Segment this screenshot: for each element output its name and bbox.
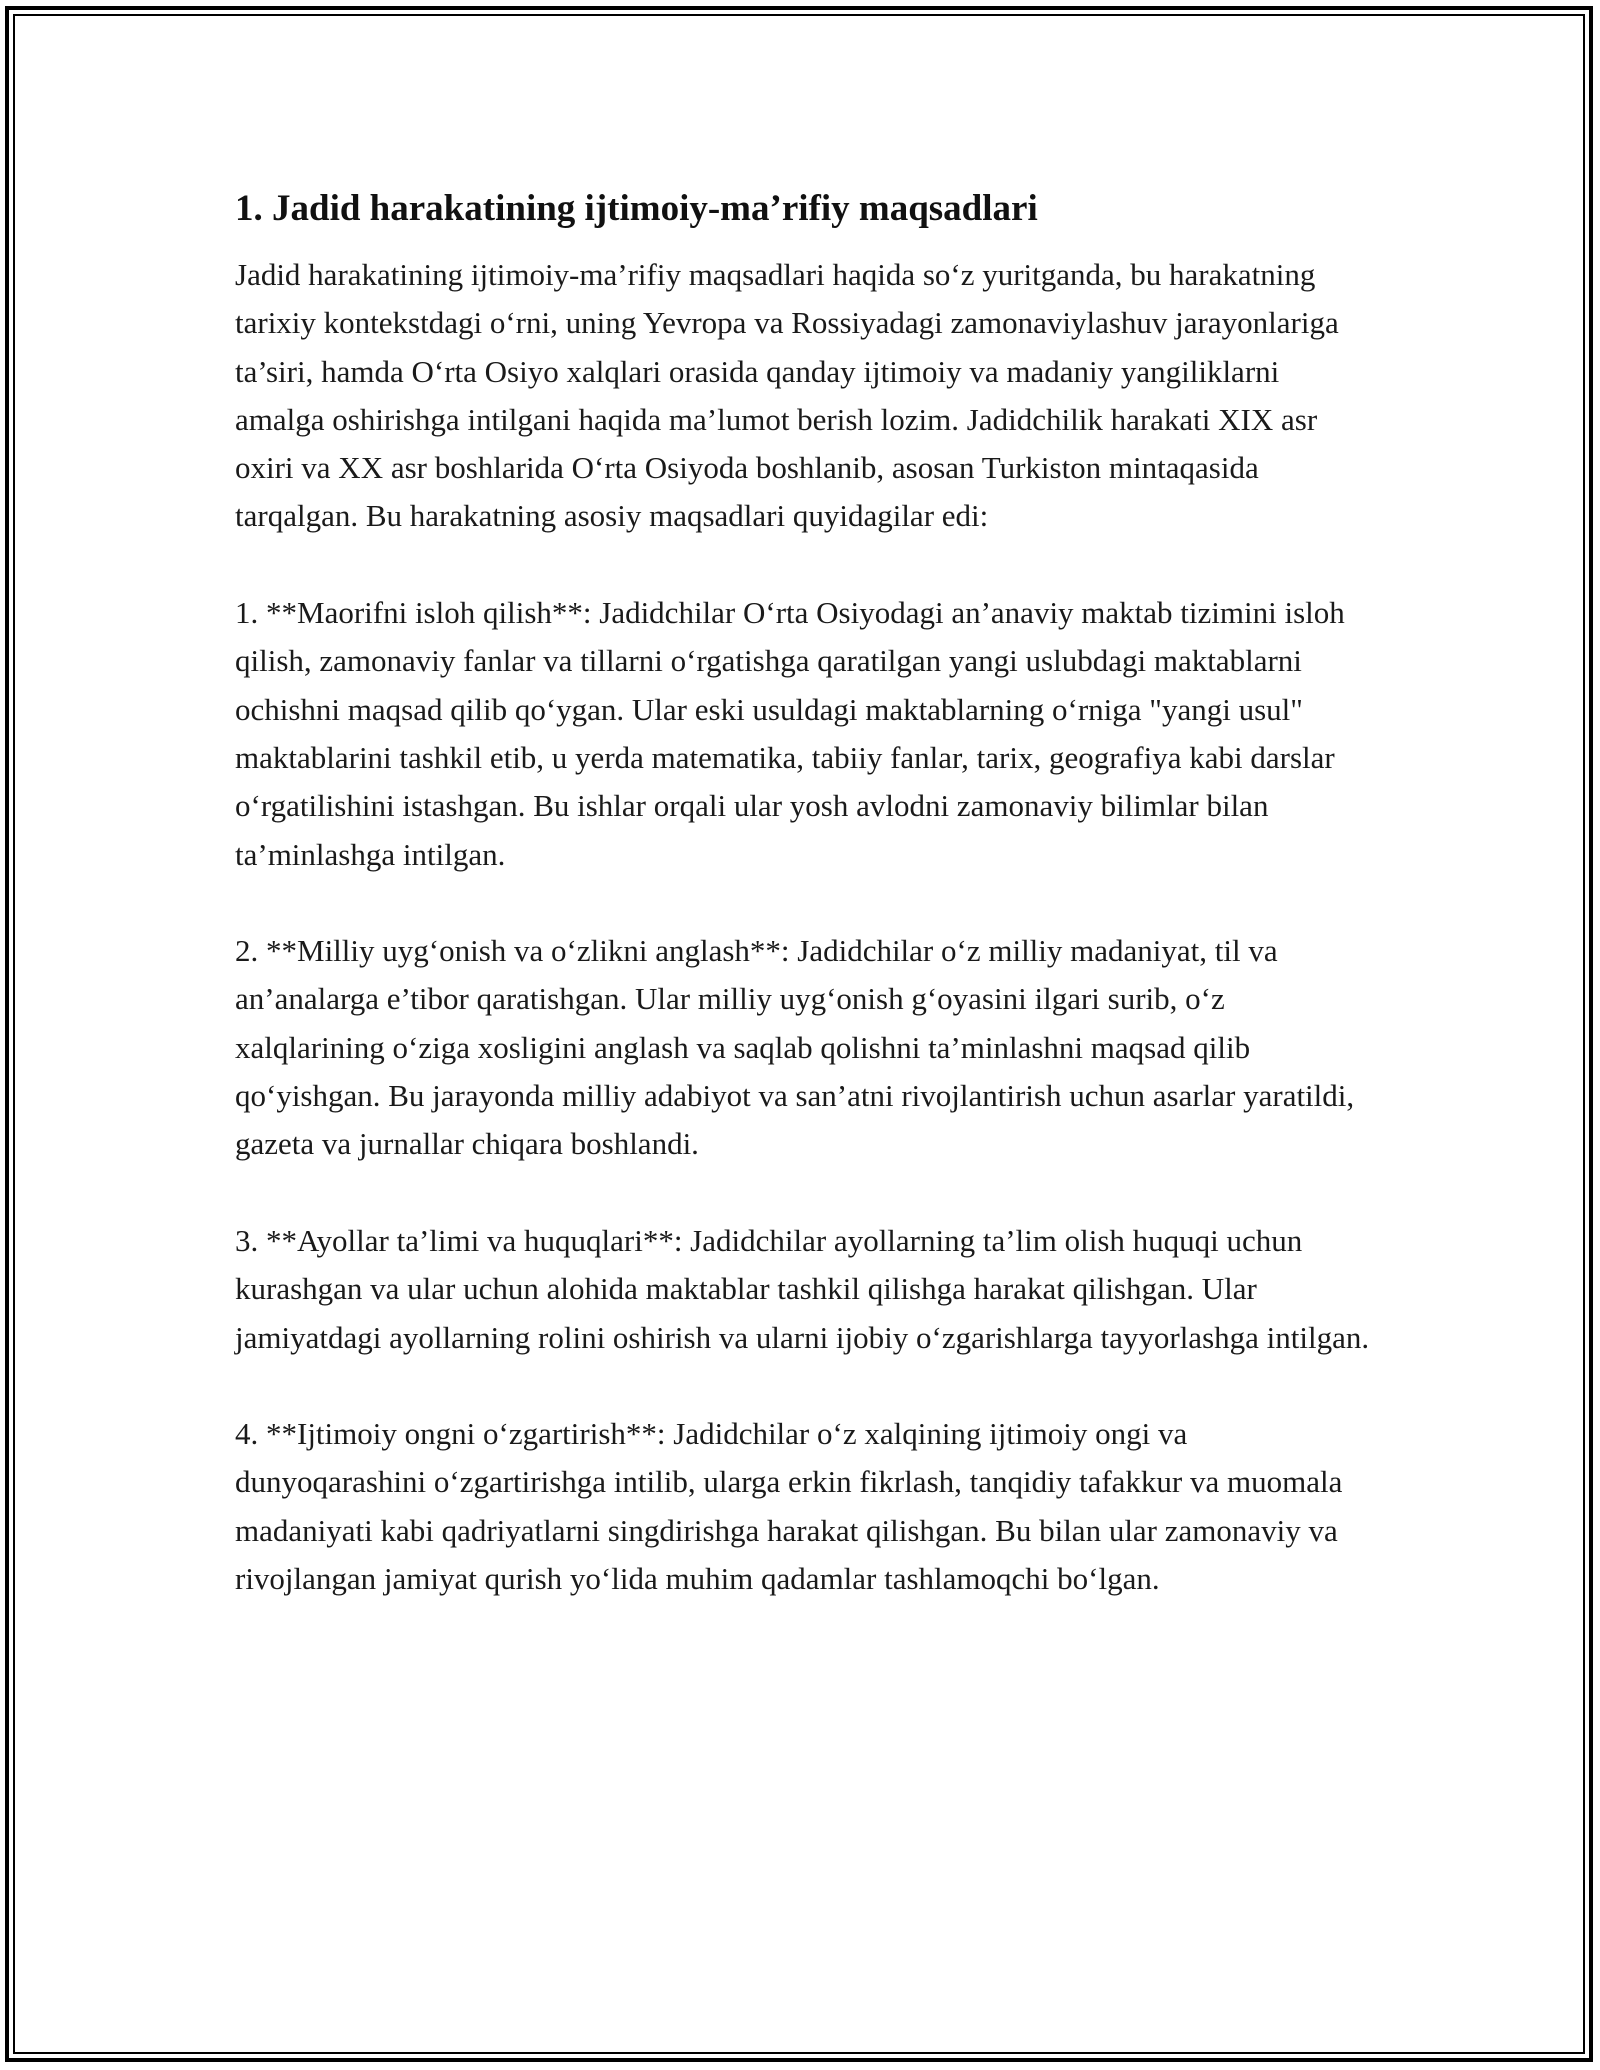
intro-paragraph: Jadid harakatining ijtimoiy-ma’rifiy maqsadlari haqida so‘z yuritganda, bu harakatning tarixiy kontekstdagi o‘rni, uning Yevropa va Rossiyadagi zamonaviylashuv jarayonlariga ta’siri, hamda O‘rta Osiyo xalqlari orasida qanday ijtimoiy va madaniy yangiliklarni amalga oshirishga intilgani haqida ma’lumot berish lozim. Jadidchilik harakati XIX asr oxiri va XX asr boshlarida O‘rta Osiyoda boshlanib, asosan Turkiston mintaqasida tarqalgan. Bu harakatning asosiy maqsadlari quyidagilar edi: (235, 257, 1339, 534)
list-item-maorif: 1. **Maorifni isloh qilish**: Jadidchilar O‘rta Osiyodagi an’anaviy maktab tizimini isloh qilish, zamonaviy fanlar va tillarni o‘rgatishga qaratilgan yangi uslubdagi maktablarni ochishni maqsad qilib qo‘ygan. Ular eski usuldagi maktablarning o‘rniga "yangi usul" maktablarini tashkil etib, u yerda matematika, tabiiy fanlar, tarix, geografiya kabi darslar o‘rgatilishini istashgan. Bu ishlar orqali ular yosh avlodni zamonaviy bilimlar bilan ta’minlashga intilgan. (235, 595, 1345, 872)
document-title: 1. Jadid harakatining ijtimoiy-ma’rifiy maqsadlari (235, 188, 1038, 229)
document-body (235, 185, 1375, 1652)
list-item-ayollar-talimi: 3. **Ayollar ta’limi va huquqlari**: Jadidchilar ayollarning ta’lim olish huquqi uchun kurashgan va ular uchun alohida maktablar tashkil qilishga harakat qilishgan. Ular jamiyatdagi ayollarning rolini oshirish va ularni ijobiy o‘zgarishlarga tayyorlashga intilgan. (235, 1222, 1370, 1355)
list-item-milliy-uygonish: 2. **Milliy uyg‘onish va o‘zlikni anglash**: Jadidchilar o‘z milliy madaniyat, til va an’analarga e’tibor qaratishgan. Ular milliy uyg‘onish g‘oyasini ilgari surib, o‘z xalqlarining o‘ziga xosligini anglash va saqlab qolishni ta’minlashni maqsad qilib qo‘yishgan. Bu jarayonda milliy adabiyot va san’atni rivojlantirish uchun asarlar yaratildi, gazeta va jurnallar chiqara boshlandi. (235, 933, 1355, 1162)
list-item-ijtimoiy-ong: 4. **Ijtimoiy ongni o‘zgartirish**: Jadidchilar o‘z xalqining ijtimoiy ongi va dunyoqarashini o‘zgartirishga intilib, ularga erkin fikrlash, tanqidiy tafakkur va muomala madaniyati kabi qadriyatlarni singdirishga harakat qilishgan. Bu bilan ular zamonaviy va rivojlangan jamiyat qurish yo‘lida muhim qadamlar tashlamoqchi bo‘lgan. (235, 1416, 1343, 1597)
